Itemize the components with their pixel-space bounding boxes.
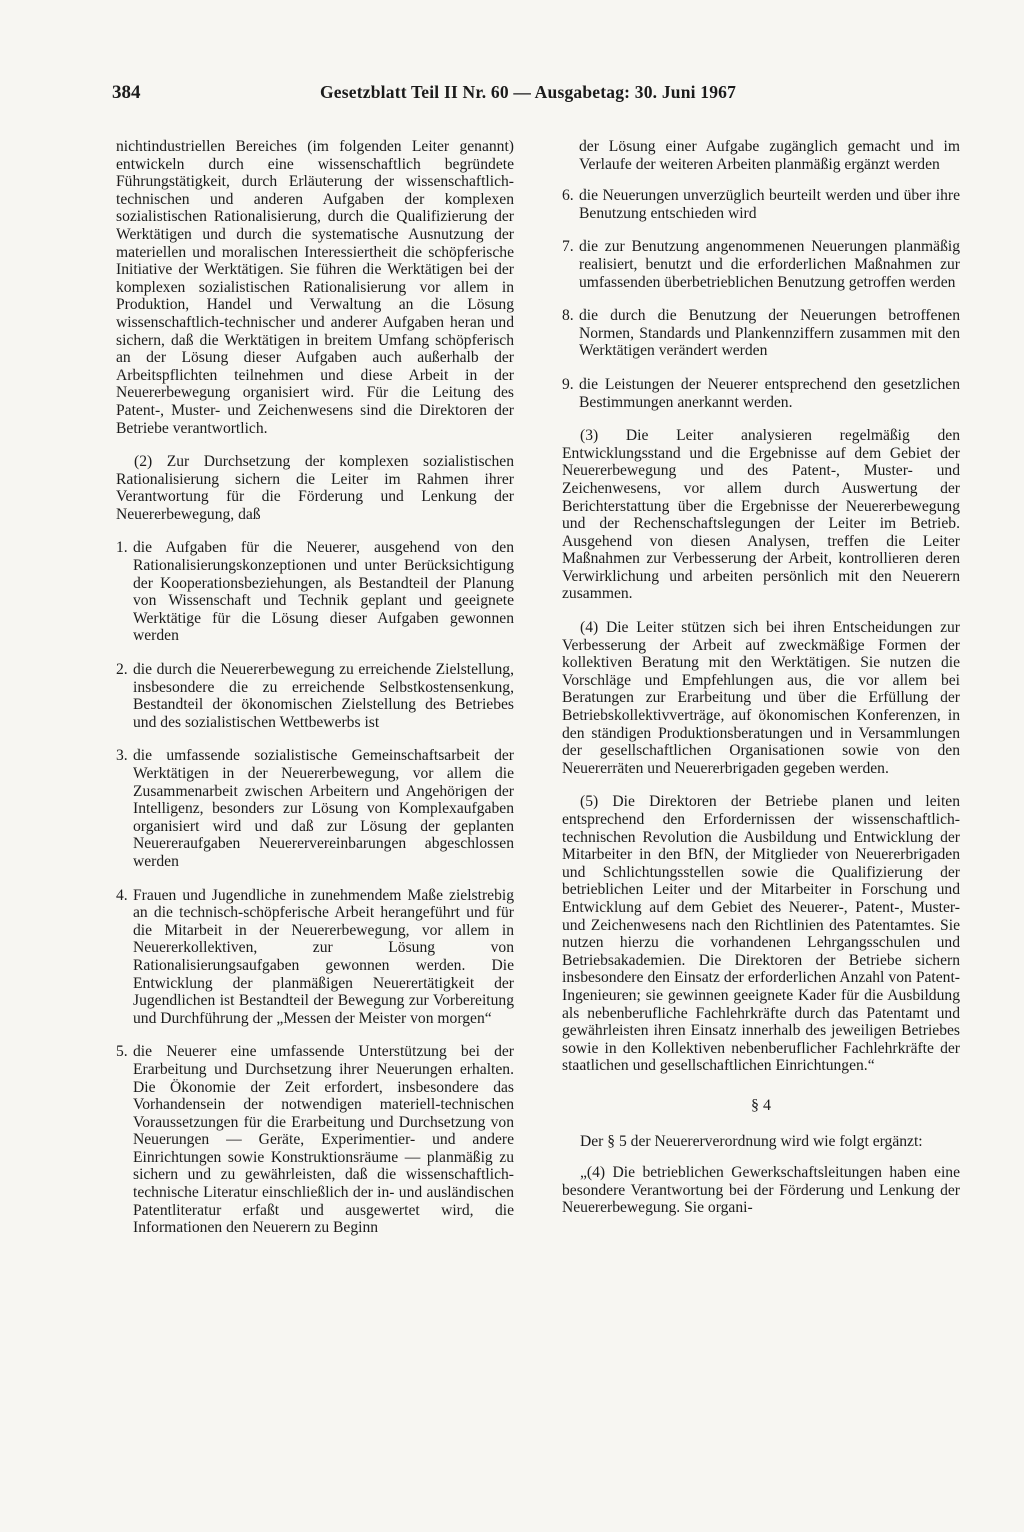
paragraph-3: (3) Die Leiter analysieren regelmäßig den Entwicklungsstand und die Ergebnisse auf dem Gebiet der Neuererbewegung und des Patent-, Muster- und Zeichenwesens, vor allem durch Auswertung der Berichterstattung über die Ergebnisse der Neuererbewegung und der Rechenschaftslegungen der Leiter im Betrieb. Ausgehend von diesen Analysen, treffen die Leiter Maßnahmen zur Verbesserung der Arbeit, kontrollieren deren Verwirklichung und arbeiten persönlich mit den Neuerern zusammen. (562, 427, 960, 603)
list-text: die Leistungen der Neuerer entsprechend den gesetzlichen Bestimmungen anerkannt werden. (579, 375, 960, 411)
left-column (116, 138, 514, 1253)
list-text: die Aufgaben für die Neuerer, ausgehend von den Rationalisierungskonzeptionen und unter Berücksichtigung der Kooperationsbeziehungen, als Bestandteil der Planung von Wissenschaft und Technik geplant und geeignete Werktätige für die Lösung dieser Aufgaben gewonnen werden (133, 539, 514, 645)
paragraph-2: (2) Zur Durchsetzung der komplexen sozialistischen Rationalisierung sichern die Leiter im Rahmen ihrer Verantwortung für die Förderung und Lenkung der Neuererbewegung, daß (116, 453, 514, 523)
list-item-3 (116, 747, 514, 870)
list-item-6 (562, 187, 960, 222)
list-item-5 (116, 1043, 514, 1237)
list-text: die Neuerer eine umfassende Unterstützung bei der Erarbeitung und Durchsetzung ihrer Neuerungen erhalten. Die Ökonomie der Zeit erfordert, insbesondere das Vorhandensein der notwendigen materiell-technischen Voraussetzungen für die Erarbeitung und Durchsetzung von Neuerungen — Geräte, Experimentier- und andere Einrichtungen sowie Konstruktionsräume — planmäßig zu sichern und zu gewährleisten, daß die wissenschaftlich-technische Literatur einschließlich der in- und ausländischen Patentliteratur erfaßt und ausgewertet wird, die Informationen den Neuerern zu Beginn (133, 1043, 514, 1237)
list-item-9 (562, 376, 960, 411)
list-number: 2. (116, 661, 128, 679)
list-text: Frauen und Jugendliche in zunehmendem Maße zielstrebig an die technisch-schöpferische Arbeit herangeführt und für die Mitarbeit in der Neuererbewegung, vor allem in Neuererkollektiven, zur Lösung von Rationalisierungsaufgaben gewonnen werden. Die Entwicklung der planmäßigen Neuerertätigkeit der Jugendlichen ist Bestandteil der Bewegung zur Vorbereitung und Durchführung der „Messen der Meister von morgen“ (133, 886, 514, 1027)
list-number: 8. (562, 307, 574, 325)
list-number: 4. (116, 886, 128, 904)
list-text: die durch die Neuererbewegung zu erreichende Zielstellung, insbesondere die zu erreichende Selbstkostensenkung, Bestandteil der ökonomischen Zielstellung des Betriebes und des sozialistischen Wettbewerbs ist (133, 661, 514, 731)
paragraph-amendment: Der § 5 der Neuererverordnung wird wie folgt ergänzt: (580, 1132, 923, 1150)
list-item-4 (116, 887, 514, 1028)
paragraph-4: (4) Die Leiter stützen sich bei ihren Entscheidungen zur Verbesserung der Arbeit auf zweckmäßige Formen der kollektiven Beratung mit den Werktätigen. Sie nutzen die Vorschläge und Empfehlungen aus, die vor allem bei Beratungen zur Erarbeitung und über die Erfüllung der Betriebskollektivverträge, auf ökonomischen Konferenzen, in den ständigen Produktionsberatungen und in Versammlungen der gesellschaftlichen Organisationen sowie von den Neuererräten und Neuererbrigaden gegeben werden. (562, 619, 960, 777)
list-number: 3. (116, 747, 128, 765)
paragraph-5: (5) Die Direktoren der Betriebe planen und leiten entsprechend den Erfordernissen der wissenschaftlich-technischen Revolution die Ausbildung und Entwicklung der Mitarbeiter in den BfN, der Mitglieder von Neuererbrigaden und Schlichtungsstellen sowie die Qualifizierung der betrieblichen Leiter und der Mitarbeiter in Forschung und Entwicklung auf dem Gebiet des Neuerer-, Patent-, Muster- und Zeichenwesens nach den Richtlinien des Patentamtes. Sie nutzen hierzu die vorhandenen Lehrgangsschulen und Betriebsakademien. Die Direktoren der Betriebe sichern insbesondere den Einsatz der erforderlichen Anzahl von Patent-Ingenieuren; sie gewinnen geeignete Kader für die Ausbildung als nebenberufliche Fachlehrkräfte durch das Patentamt und gewährleisten ihren Einsatz innerhalb des jeweiligen Betriebes sowie in den Kollektiven nebenberuflicher Fachlehrkräfte der staatlichen und gesellschaftlichen Einrichtungen.“ (562, 793, 960, 1075)
list-text: die umfassende sozialistische Gemeinschaftsarbeit der Werktätigen in der Neuererbewegung, vor allem die Zusammenarbeit zwischen Arbeitern und Angehörigen der Intelligenz, besonders zur Lösung von Komplexaufgaben organisiert wird und daß zur Lösung der geplanten Neuereraufgaben Neuerervereinbarungen abgeschlossen werden (133, 747, 514, 870)
list-item-1 (116, 539, 514, 645)
list-item-7 (562, 238, 960, 291)
gazette-title: Gesetzblatt Teil II Nr. 60 — Ausgabetag: 30. Juni 1967 (320, 82, 737, 102)
list-number: 9. (562, 375, 574, 393)
list-number: 7. (562, 238, 574, 256)
paragraph-quoted: „(4) Die betrieblichen Gewerkschaftsleitungen haben eine besondere Verantwortung bei der Förderung und Lenkung der Neuererbewegung. Sie organi- (562, 1164, 960, 1217)
list-text: die zur Benutzung angenommenen Neuerungen planmäßig realisiert, benutzt und die erforderlichen Maßnahmen zur umfassenden überbetrieblichen Benutzung getroffen werden (579, 238, 960, 291)
right-column (562, 138, 960, 1233)
paragraph-intro: nichtindustriellen Bereiches (im folgenden Leiter genannt) entwickeln durch eine wissenschaftlich begründete Führungstätigkeit, durch Erläuterung der wissenschaftlich-technischen und anderen Aufgaben der komplexen sozialistischen Rationalisierung, durch die Qualifizierung der Werktätigen und durch die systematische Ausnutzung der materiellen und moralischen Interessiertheit die schöpferische Initiative der Werktätigen. Sie führen die Werktätigen bei der komplexen sozialistischen Rationalisierung vor allem in Produktion, Handel und Verwaltung an die Lösung wissenschaftlich-technischer und anderer Aufgaben heran und sichern, daß die Werktätigen in breitem Umfang schöpferisch an der Lösung dieser Aufgaben auch außerhalb der Arbeitspflichten teilnehmen und diese Arbeit in der Neuererbewegung organisiert wird. Für die Leitung des Patent-, Muster- und Zeichenwesens sind die Direktoren der Betriebe verantwortlich. (116, 138, 514, 437)
list-number: 1. (116, 539, 128, 557)
list-number: 6. (562, 187, 574, 205)
list-item-2 (116, 661, 514, 731)
continuation-text: der Lösung einer Aufgabe zugänglich gemacht und im Verlaufe der weiteren Arbeiten planmäßig ergänzt werden (579, 138, 960, 173)
page-header (112, 82, 962, 108)
page-number: 384 (112, 82, 141, 103)
list-number: 5. (116, 1043, 128, 1061)
list-text: die durch die Benutzung der Neuerungen betroffenen Normen, Standards und Plankennziffern zusammen mit den Werktätigen verändert werden (579, 307, 960, 360)
list-item-8 (562, 307, 960, 360)
list-text: die Neuerungen unverzüglich beurteilt werden und über ihre Benutzung entschieden wird (579, 187, 960, 222)
section-heading: § 4 (751, 1096, 771, 1114)
